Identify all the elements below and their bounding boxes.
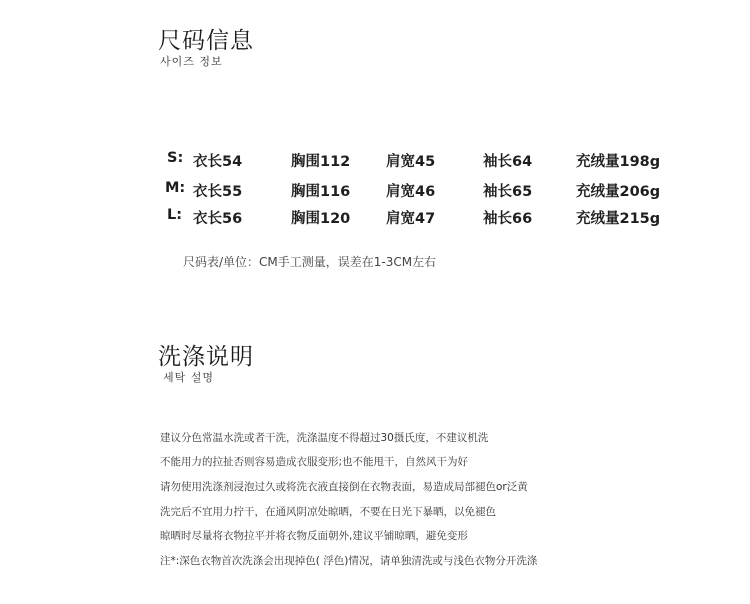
chest-value: 胸围120 — [291, 211, 351, 227]
sleeve-value: 袖长64 — [483, 154, 533, 170]
length-value: 衣长56 — [193, 211, 243, 227]
size-label: L: — [167, 207, 183, 223]
sleeve-value: 袖长65 — [483, 184, 533, 200]
care-line: 注*:深色衣物首次洗涤会出现掉色( 浮色)情况，请单独清洗或与浅色衣物分开洗涤 — [160, 555, 538, 567]
shoulder-value: 肩宽45 — [386, 154, 436, 170]
care-line: 晾晒时尽量将衣物拉平并将衣物反面朝外,建议平铺晾晒，避免变形 — [160, 530, 468, 542]
size-label: M: — [165, 180, 186, 196]
care-title: 洗涤说明 — [158, 344, 254, 370]
chest-value: 胸围116 — [291, 184, 351, 200]
shoulder-value: 肩宽46 — [386, 184, 436, 200]
care-line: 建议分色常温水洗或者干洗，洗涤温度不得超过30摄氏度，不建议机洗 — [160, 432, 489, 444]
size-info-subtitle: 사이즈 정보 — [160, 55, 223, 68]
size-info-title: 尺码信息 — [158, 28, 254, 54]
sleeve-value: 袖长66 — [483, 211, 533, 227]
length-value: 衣长55 — [193, 184, 243, 200]
shoulder-value: 肩宽47 — [386, 211, 436, 227]
chest-value: 胸围112 — [291, 154, 351, 170]
care-line: 洗完后不宜用力拧干，在通风阴凉处晾晒，不要在日光下暴晒，以免褪色 — [160, 506, 496, 518]
care-subtitle: 세탁 설명 — [163, 371, 215, 384]
size-note: 尺码表/单位：CM手工测量，误差在1-3CM左右 — [183, 255, 437, 269]
fill-value: 充绒量198g — [576, 154, 661, 170]
fill-value: 充绒量215g — [576, 211, 661, 227]
size-label: S: — [167, 150, 184, 166]
care-line: 不能用力的拉扯否则容易造成衣服变形;也不能甩干，自然风干为好 — [160, 456, 469, 468]
care-line: 请勿使用洗涤剂浸泡过久或将洗衣液直接倒在衣物表面，易造成局部褪色or泛黄 — [160, 481, 528, 493]
fill-value: 充绒量206g — [576, 184, 661, 200]
length-value: 衣长54 — [193, 154, 243, 170]
